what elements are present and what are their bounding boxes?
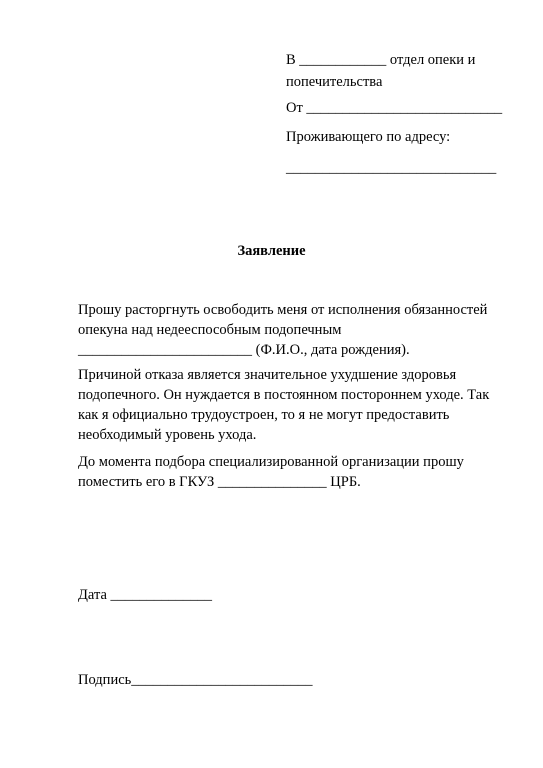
paragraph-3-line-2: поместить его в ГКУЗ _______________ ЦРБ. [78,474,361,490]
paragraph-1-line-1: Прошу расторгнуть освободить меня от исполнения обязанностей [78,302,488,318]
paragraph-2-line-3: как я официально трудоустроен, то я не могут предоставить [78,407,450,423]
paragraph-2-line-2: подопечного. Он нуждается в постоянном постороннем уходе. Так [78,387,490,403]
paragraph-2-line-4: необходимый уровень ухода. [78,427,257,443]
signature-line: Подпись_________________________ [78,672,313,688]
document-title: Заявление [237,243,306,259]
date-line: Дата ______________ [78,587,213,603]
address-label: Проживающего по адресу: [286,129,451,145]
address-blank: _____________________________ [286,160,497,176]
paragraph-1-line-2: опекуна над недееспособным подопечным [78,322,342,338]
paragraph-2-line-1: Причиной отказа является значительное ухудшение здоровья [78,367,457,383]
paragraph-1-line-3: ________________________ (Ф.И.О., дата рождения). [78,342,410,358]
from-line: От ___________________________ [286,100,503,116]
paragraph-3-line-1: До момента подбора специализированной организации прошу [78,454,464,470]
addressee-line: В ____________ отдел опеки и [286,52,476,68]
addressee-line-continued: попечительства [286,74,383,90]
